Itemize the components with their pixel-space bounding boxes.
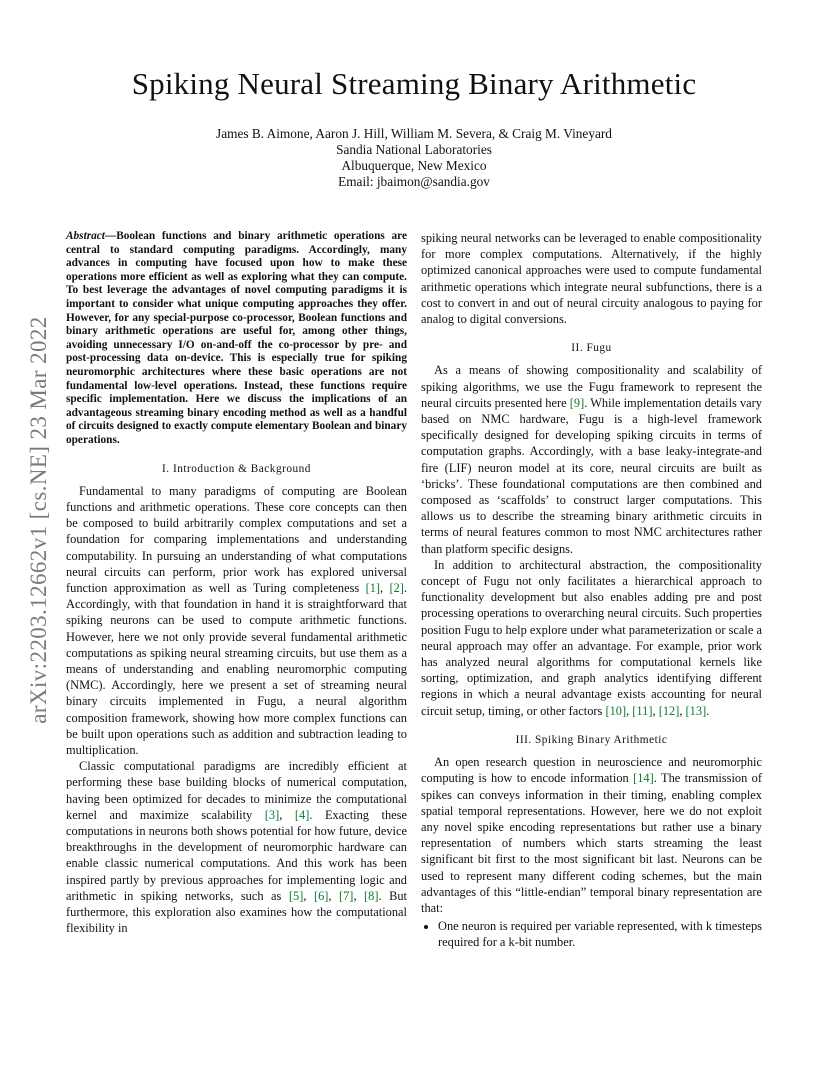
citation-link[interactable]: [7] (338, 888, 354, 903)
fugu-paragraph-2: In addition to architectural abstraction, the compositionality concept of Fugu not only facilitates a hierarchical approach to functionality development but also enables adding pre and post processing operations to overarching neural circuits. Such properties position Fugu to help explore under what parameterization or scale a neural approach may offer an advantage. For example, prior work has analyzed neural algorithms for computational kernels like sorting, optimization, and graph analytics identifying different regions in which a neural advantage exists accounting for neural circuit setup, timing, or other factors [10], [11], [12], [13]. (421, 557, 762, 718)
citation-link[interactable]: [1] (365, 580, 381, 595)
email: Email: jbaimon@sandia.gov (338, 174, 490, 189)
citation-link[interactable]: [3] (264, 807, 280, 822)
section-heading-intro: I. Introduction & Background (162, 462, 311, 475)
citation-link[interactable]: [2] (389, 580, 404, 595)
citation-link[interactable]: [6] (313, 888, 329, 903)
arithmetic-paragraph-1: An open research question in neuroscience and neuromorphic computing is how to encode information [14]. The transmission of spikes can conveys information in their timing, enabling complex spatial temporal representations. However, here we do not exploit any novel spike encoding representations but rather use a binary representation of numbers which starts streaming the least significant bit first to the most significant bit last. Neurons can be used to represent many different coding schemes, but the main advantages of this “little-endian” temporal binary representation are that: (421, 755, 762, 915)
section-heading-spiking-binary: III. Spiking Binary Arithmetic (515, 733, 668, 746)
abstract-text: —Boolean functions and binary arithmetic operations are central to standard computing paradigms. Accordingly, many advances in computing have focused upon how to make these operations more efficient as well as exploring what they can compute. To best leverage the advantages of novel computing paradigms it is important to consider what unique computing approaches they offer. However, for any special-purpose co-processor, Boolean functions and binary arithmetic operations are useful for, among other things, avoiding unnecessary I/O on-and-off the co-processor by pre- and post-processing data on-device. This is especially true for spiking neuromorphic architectures where these basic operations are not fundamental low-level operations. Instead, these functions require specific implementation. Here we discuss the implications of an advantageous streaming binary encoding method as well as a handful of circuits designed to exactly compute elementary Boolean and binary operations. (66, 230, 407, 446)
citation-link[interactable]: [12] (658, 703, 680, 718)
paper-title: Spiking Neural Streaming Binary Arithmetic (131, 66, 697, 101)
citation-link[interactable]: [8] (364, 888, 379, 903)
citation-link[interactable]: [9] (569, 395, 585, 410)
intro-paragraph-continued: spiking neural networks can be leveraged to enable compositionality for more complex computations. Alternatively, if the highly optimized canonical approaches were used to compute fundamental arithmetic operations which integrate neural subfunctions, there is a cost to convert in and out of neural circuity analogous to paying for analog to digital conversions. (421, 231, 762, 327)
affiliation: Sandia National Laboratories (336, 142, 492, 157)
author-names: James B. Aimone, Aaron J. Hill, William M. Severa, & Craig M. Vineyard (216, 126, 612, 141)
citation-link[interactable]: [14] (633, 771, 654, 786)
left-column (66, 230, 407, 936)
author-block (0, 126, 828, 190)
right-column (421, 230, 762, 951)
list-item: • One neuron is required per variable represented, with k timesteps required for a k-bit number. (438, 918, 762, 950)
citation-link[interactable]: [4] (294, 807, 310, 822)
citation-link[interactable]: [13] (685, 703, 707, 718)
arxiv-side-stamp (14, 280, 64, 760)
abstract-lead: Abstract (66, 230, 105, 242)
arxiv-id-text: arXiv:2203.12662v1 [cs.NE] 23 Mar 2022 (26, 316, 51, 724)
fugu-paragraph-1: As a means of showing compositionality and scalability of spiking algorithms, we use the Fugu framework to represent the neural circuits presented here [9]. While implementation details vary based on NMC hardware, Fugu is a high-level framework specifically designed for developing spiking circuits in terms of computation graphs. Accordingly, with a base leaky-integrate-and fire (LIF) neuron model at its core, neural circuits are built as ‘bricks’. These foundational computations are then combined and composed as ‘scaffolds’ to construct larger computations. This allows us to describe the streaming binary arithmetic circuits in terms of neural features common to most NMC architectures rather than platform specific designs. (421, 363, 762, 556)
abstract (66, 230, 407, 448)
location: Albuquerque, New Mexico (341, 158, 487, 173)
intro-paragraph-2: Classic computational paradigms are incredibly efficient at performing these base building blocks of numerical computation, having been optimized for decades to minimize the computational kernel and maximize scalability [3], [4]. Exacting these computations in neurons both shows potential for how future, device breakthroughs in the development of neuromorphic hardware can enable classic numerical computations. And this work has been inspired partly by previous approaches for implementing logic and arithmetic in spiking networks, such as [5], [6], [7], [8]. But furthermore, this exploration also examines how the computational flexibility in (66, 759, 407, 936)
intro-paragraph-1: Fundamental to many paradigms of computing are Boolean functions and arithmetic operations. These core concepts can then be composed to build arbitrarily complex computations and set a foundation for comparing implementations and understanding computability. In pursuing an understanding of what computations neural circuits can perform, prior work has explored universal function approximation as well as Turing completeness [1], [2]. Accordingly, with that foundation in hand it is straightforward that spiking neurons can be used to compute arithmetic functions. However, here we not only provide several fundamental arithmetic computations as spiking neural streaming circuits, but use them as a means of understanding and enabling neuromorphic computing (NMC). Accordingly, here we present a set of streaming neural binary circuits implemented in Fugu, a neural algorithm composition framework, showing how more complex functions can be built upon operations such as addition and subtraction leading to multiplication. (66, 483, 407, 757)
citation-link[interactable]: [10] (605, 703, 627, 718)
advantages-list (421, 918, 762, 950)
citation-link[interactable]: [11] (632, 703, 653, 718)
section-heading-fugu: II. Fugu (571, 342, 612, 355)
citation-link[interactable]: [5] (288, 888, 304, 903)
